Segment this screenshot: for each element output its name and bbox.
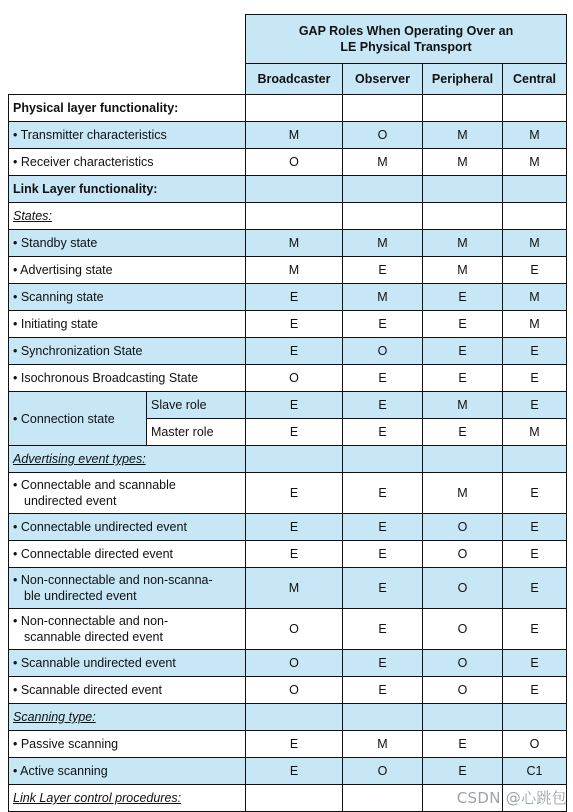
- cell-broadcaster: E: [246, 419, 343, 446]
- cell-broadcaster: M: [246, 257, 343, 284]
- cell-central: E: [503, 609, 567, 650]
- col-header-observer: Observer: [343, 64, 423, 95]
- cell-observer: E: [343, 311, 423, 338]
- cell-observer: E: [343, 541, 423, 568]
- table-row: [9, 392, 567, 419]
- cell-central: E: [503, 338, 567, 365]
- cell-peripheral: E: [423, 419, 503, 446]
- cell-central: M: [503, 122, 567, 149]
- row-label-line2: scannable directed event: [24, 630, 163, 644]
- watermark: CSDN @心跳包: [456, 789, 567, 807]
- row-label: • Standby state: [9, 230, 246, 257]
- table-row: [9, 758, 567, 785]
- cell-central: E: [503, 473, 567, 514]
- cell-central: C1: [503, 758, 567, 785]
- row-label: • Synchronization State: [9, 338, 246, 365]
- cell-peripheral: M: [423, 257, 503, 284]
- row-label-line1: • Non-connectable and non-scanna-: [13, 573, 213, 587]
- cell-broadcaster: O: [246, 650, 343, 677]
- cell-central: E: [503, 677, 567, 704]
- row-label-line1: • Non-connectable and non-: [13, 614, 169, 628]
- row-label: • Scanning state: [9, 284, 246, 311]
- cell-central: E: [503, 514, 567, 541]
- subsection-scanning: Scanning type:: [9, 704, 246, 731]
- cell-central: E: [503, 257, 567, 284]
- cell-peripheral: O: [423, 568, 503, 609]
- cell-peripheral: O: [423, 609, 503, 650]
- cell-broadcaster: M: [246, 230, 343, 257]
- cell-peripheral: E: [423, 758, 503, 785]
- cell-observer: E: [343, 473, 423, 514]
- row-label: • Scannable undirected event: [9, 650, 246, 677]
- cell-central: M: [503, 230, 567, 257]
- cell-observer: E: [343, 365, 423, 392]
- subsection-row: [9, 704, 567, 731]
- subsection-states: States:: [9, 203, 246, 230]
- cell-peripheral: O: [423, 514, 503, 541]
- table-row: [9, 609, 567, 650]
- cell-observer: E: [343, 392, 423, 419]
- row-label: • Passive scanning: [9, 731, 246, 758]
- row-label: [9, 568, 246, 609]
- row-label-line2: ble undirected event: [24, 589, 137, 603]
- row-label: • Scannable directed event: [9, 677, 246, 704]
- cell-broadcaster: E: [246, 392, 343, 419]
- cell-broadcaster: E: [246, 284, 343, 311]
- table-row: [9, 650, 567, 677]
- cell-observer: O: [343, 122, 423, 149]
- table-row: [9, 473, 567, 514]
- corner-blank: [9, 15, 246, 95]
- cell-observer: E: [343, 677, 423, 704]
- cell-peripheral: O: [423, 677, 503, 704]
- table-row: [9, 568, 567, 609]
- col-header-broadcaster: Broadcaster: [246, 64, 343, 95]
- cell-broadcaster: E: [246, 514, 343, 541]
- table-title: [246, 15, 567, 64]
- table-title-line1: GAP Roles When Operating Over an: [298, 24, 514, 38]
- cell-broadcaster: O: [246, 149, 343, 176]
- cell-broadcaster: O: [246, 365, 343, 392]
- cell-peripheral: E: [423, 731, 503, 758]
- cell-central: E: [503, 650, 567, 677]
- cell-observer: M: [343, 284, 423, 311]
- row-label-line2: undirected event: [24, 494, 117, 508]
- table-row: [9, 149, 567, 176]
- cell-observer: M: [343, 230, 423, 257]
- subsection-advertising: Advertising event types:: [9, 446, 246, 473]
- cell-peripheral: O: [423, 650, 503, 677]
- table-title-line2: LE Physical Transport: [340, 40, 472, 54]
- table-row: [9, 677, 567, 704]
- table-row: [9, 514, 567, 541]
- table-row: [9, 338, 567, 365]
- col-header-peripheral: Peripheral: [423, 64, 503, 95]
- cell-central: O: [503, 731, 567, 758]
- cell-broadcaster: M: [246, 122, 343, 149]
- cell-observer: O: [343, 338, 423, 365]
- cell-broadcaster: E: [246, 758, 343, 785]
- cell-peripheral: E: [423, 365, 503, 392]
- row-label: • Connectable directed event: [9, 541, 246, 568]
- cell-observer: E: [343, 609, 423, 650]
- cell-central: M: [503, 284, 567, 311]
- row-label: • Initiating state: [9, 311, 246, 338]
- cell-central: E: [503, 541, 567, 568]
- cell-central: E: [503, 392, 567, 419]
- section-physical: Physical layer functionality:: [9, 95, 246, 122]
- row-label: [9, 473, 246, 514]
- row-label: • Receiver characteristics: [9, 149, 246, 176]
- cell-peripheral: M: [423, 392, 503, 419]
- cell-observer: O: [343, 758, 423, 785]
- cell-central: M: [503, 149, 567, 176]
- cell-broadcaster: E: [246, 338, 343, 365]
- row-label: [9, 609, 246, 650]
- cell-broadcaster: O: [246, 609, 343, 650]
- row-label: • Isochronous Broadcasting State: [9, 365, 246, 392]
- row-label-line1: • Connectable and scannable: [13, 478, 176, 492]
- cell-broadcaster: E: [246, 541, 343, 568]
- cell-peripheral: E: [423, 284, 503, 311]
- subsection-row: [9, 446, 567, 473]
- cell-observer: E: [343, 419, 423, 446]
- row-label: • Connectable undirected event: [9, 514, 246, 541]
- cell-peripheral: M: [423, 473, 503, 514]
- row-label-connection-state: • Connection state: [9, 392, 147, 446]
- cell-observer: M: [343, 731, 423, 758]
- cell-broadcaster: M: [246, 568, 343, 609]
- cell-observer: M: [343, 149, 423, 176]
- subsection-row: [9, 203, 567, 230]
- cell-broadcaster: E: [246, 311, 343, 338]
- table-row: [9, 257, 567, 284]
- cell-peripheral: E: [423, 338, 503, 365]
- cell-central: E: [503, 365, 567, 392]
- cell-broadcaster: E: [246, 731, 343, 758]
- table-row: [9, 731, 567, 758]
- cell-peripheral: M: [423, 122, 503, 149]
- gap-roles-table: [8, 14, 567, 812]
- table-row: [9, 541, 567, 568]
- table-row: [9, 311, 567, 338]
- cell-observer: E: [343, 568, 423, 609]
- cell-observer: E: [343, 514, 423, 541]
- row-label-master-role: Master role: [147, 419, 246, 446]
- table-row: [9, 365, 567, 392]
- cell-broadcaster: E: [246, 473, 343, 514]
- cell-peripheral: M: [423, 149, 503, 176]
- row-label-slave-role: Slave role: [147, 392, 246, 419]
- table-row: [9, 230, 567, 257]
- table-row: [9, 122, 567, 149]
- cell-peripheral: M: [423, 230, 503, 257]
- row-label: • Active scanning: [9, 758, 246, 785]
- cell-central: E: [503, 568, 567, 609]
- cell-broadcaster: O: [246, 677, 343, 704]
- subsection-control-procedures: Link Layer control procedures:: [9, 785, 246, 812]
- cell-observer: E: [343, 650, 423, 677]
- col-header-central: Central: [503, 64, 567, 95]
- cell-central: M: [503, 419, 567, 446]
- cell-observer: E: [343, 257, 423, 284]
- section-row: [9, 176, 567, 203]
- table-row: [9, 284, 567, 311]
- cell-central: M: [503, 311, 567, 338]
- cell-peripheral: E: [423, 311, 503, 338]
- row-label: • Advertising state: [9, 257, 246, 284]
- cell-peripheral: O: [423, 541, 503, 568]
- section-row: [9, 95, 567, 122]
- section-link-layer: Link Layer functionality:: [9, 176, 246, 203]
- row-label: • Transmitter characteristics: [9, 122, 246, 149]
